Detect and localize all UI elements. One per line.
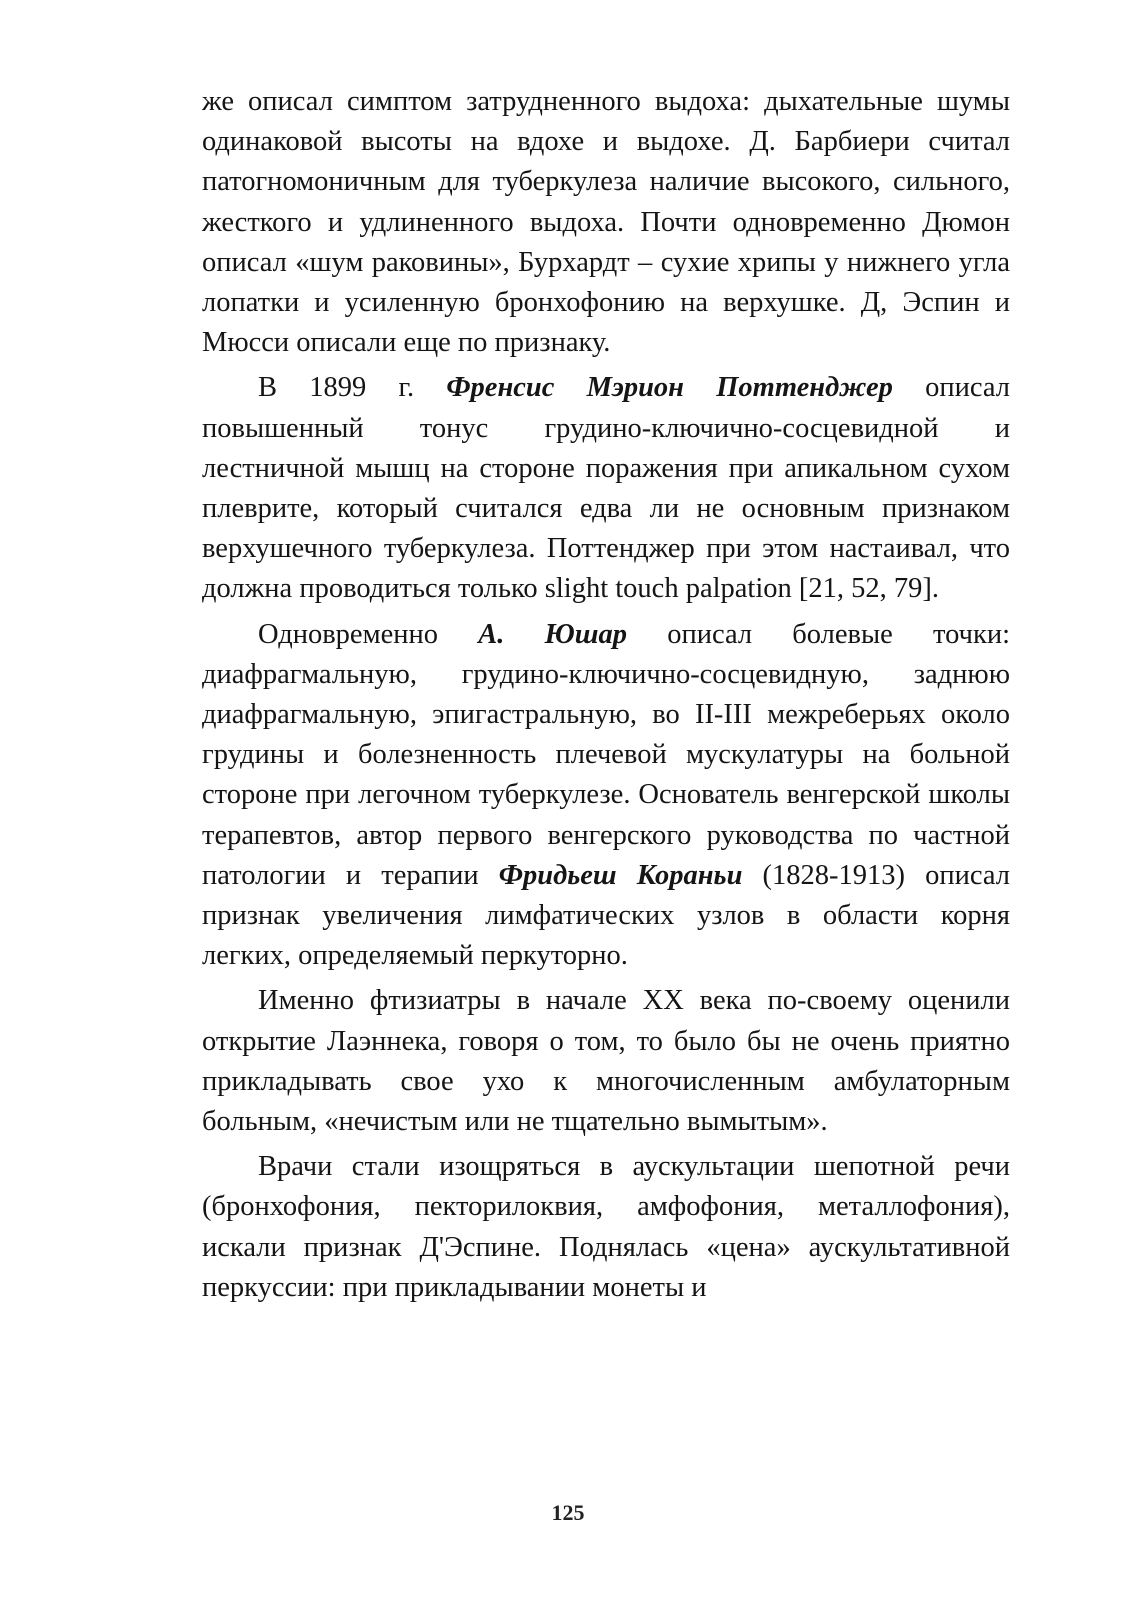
page-body bbox=[202, 82, 1010, 1313]
paragraph-text: Одновременно bbox=[258, 618, 479, 650]
paragraph-text: же описал симптом затрудненного выдоха: дыхательные шумы одинаковой высоты на вдохе и выдохе. Д. Барбиери считал патогномоничным для туберкулеза наличие высокого, сильного, жесткого и удлиненного выдоха. Почти одновременно Дюмон описал «шум раковины», Бурхардт – сухие хрипы у нижнего угла лопатки и усиленную бронхофонию на верхушке. Д, Эспин и Мюсси описали еще по признаку. bbox=[202, 86, 1010, 359]
person-name: Френсис Мэрион Поттенджер bbox=[446, 372, 893, 404]
paragraph-text: описал повышенный тонус грудино-ключично-сосцевидной и лестничной мышц на стороне поражения при апикальном сухом плеврите, который считался едва ли не основным признаком верхушечного туберкулеза. Поттенджер при этом настаивал, что должна проводиться только slight touch palpation [21, 52, 79]. bbox=[202, 372, 1011, 605]
person-name: Фридьеш Кораньи bbox=[498, 859, 743, 891]
paragraph-text: описал болевые точки: диафрагмальную, грудино-ключично-сосцевидную, заднюю диафрагмальную, эпигастральную, во II-III межреберьях около грудины и болезненность плечевой мускулатуры на больной стороне при легочном туберкулезе. Основатель венгерской школы терапевтов, автор первого венгерского руководства по частной патологии и терапии bbox=[202, 618, 1010, 891]
paragraph-text: В 1899 г. bbox=[258, 372, 447, 404]
paragraph-text: Врачи стали изощряться в аускультации шепотной речи (бронхофония, пекторилоквия, амфофония, металлофония), искали признак Д'Эспине. Поднялась «цена» аускультативной перкуссии: при прикладывании монеты и bbox=[202, 1151, 1010, 1303]
paragraph bbox=[202, 82, 1010, 363]
paragraph-text: (1828-1913) описал признак увеличения лимфатических узлов в области корня легких, определяемый перкуторно. bbox=[202, 859, 1010, 972]
paragraph bbox=[202, 1147, 1010, 1308]
page-number: 125 bbox=[551, 1500, 585, 1525]
paragraph bbox=[202, 615, 1010, 977]
paragraph bbox=[202, 368, 1010, 609]
person-name: А. Юшар bbox=[478, 618, 627, 650]
paragraph-text: Именно фтизиатры в начале XX века по-своему оценили открытие Лаэннека, говоря о том, то было бы не очень приятно прикладывать свое ухо к многочисленным амбулаторным больным, «нечистым или не тщательно вымытым». bbox=[202, 985, 1010, 1138]
paragraph bbox=[202, 981, 1010, 1142]
